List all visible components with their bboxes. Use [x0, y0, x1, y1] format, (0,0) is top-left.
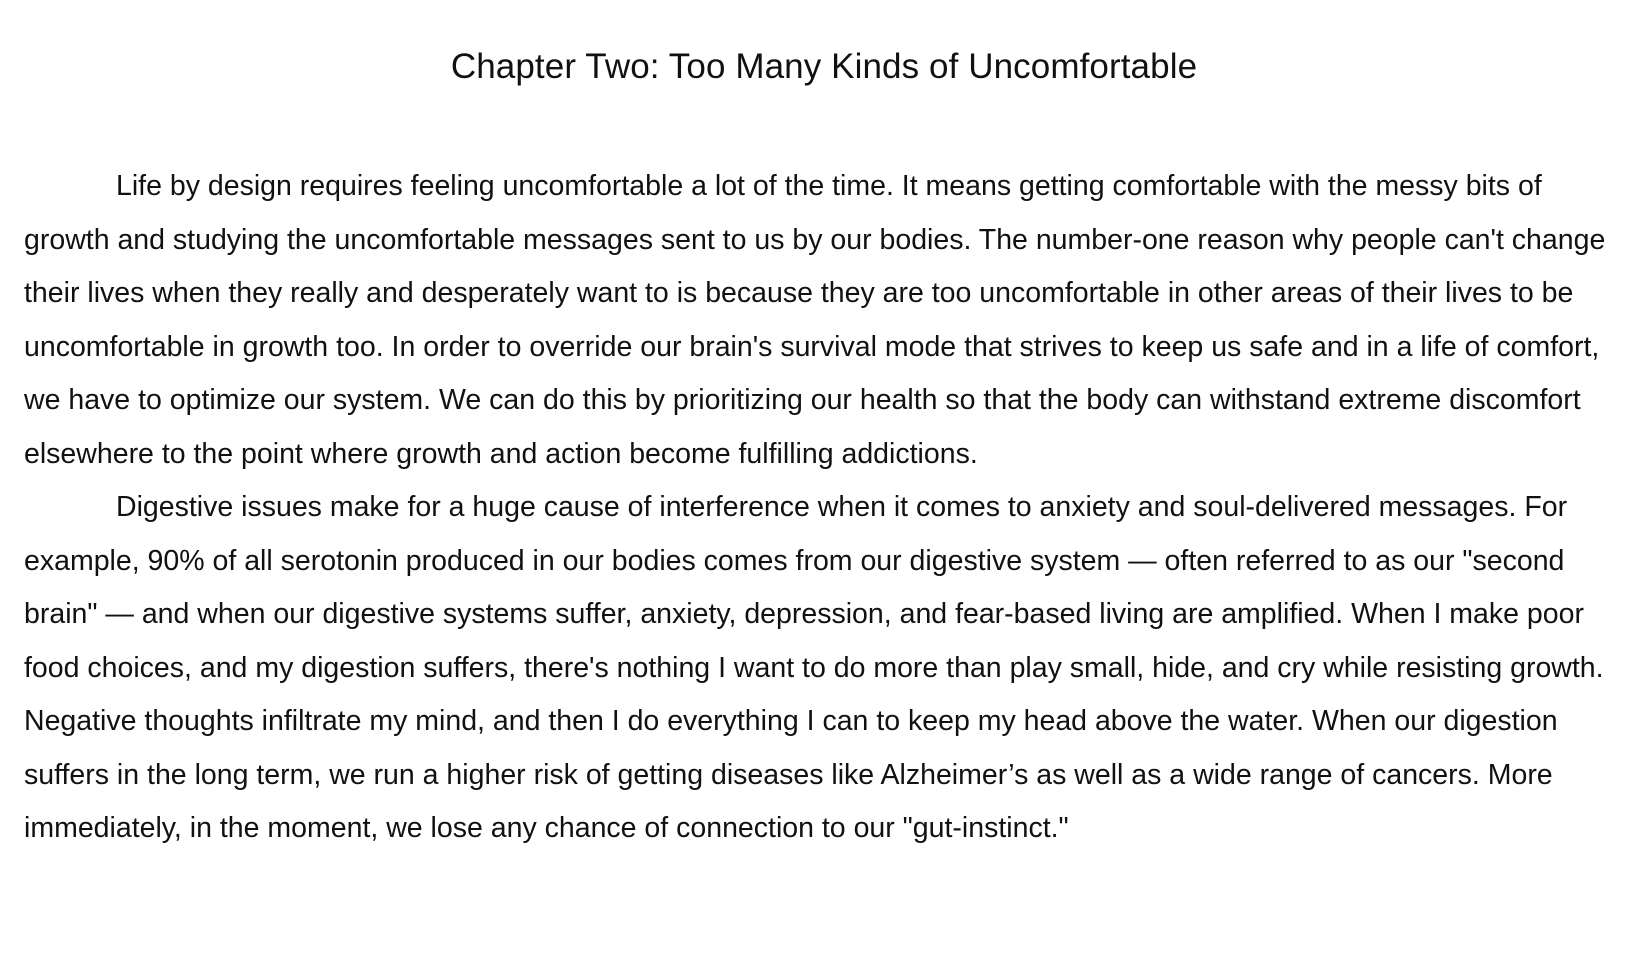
paragraph-digestive-issues: Digestive issues make for a huge cause of interference when it comes to anxiety and soul-delivered messages. For example, 90% of all serotonin produced in our bodies comes from our digestive system — often referred to as our "second brain" — and when our digestive systems suffer, anxiety, depression, and fear-based living are amplified. When I make poor food choices, and my digestion suffers, there's nothing I want to do more than play small, hide, and cry while resisting growth. Negative thoughts infiltrate my mind, and then I do everything I can to keep my head above the water. When our digestion suffers in the long term, we run a higher risk of getting diseases like Alzheimer’s as well as a wide range of cancers. More immediately, in the moment, we lose any chance of connection to our "gut-instinct." — [24, 491, 1604, 844]
chapter-title: Chapter Two: Too Many Kinds of Uncomfortable — [450, 47, 1198, 86]
document-page — [24, 0, 1624, 856]
paragraph-life-by-design: Life by design requires feeling uncomfortable a lot of the time. It means getting comfortable with the messy bits of growth and studying the uncomfortable messages sent to us by our bodies. The number-one reason why people can't change their lives when they really and desperately want to is because they are too uncomfortable in other areas of their lives to be uncomfortable in growth too. In order to override our brain's survival mode that strives to keep us safe and in a life of comfort, we have to optimize our system. We can do this by prioritizing our health so that the body can withstand extreme discomfort elsewhere to the point where growth and action become fulfilling addictions. — [24, 170, 1606, 470]
document-body — [24, 160, 1624, 856]
